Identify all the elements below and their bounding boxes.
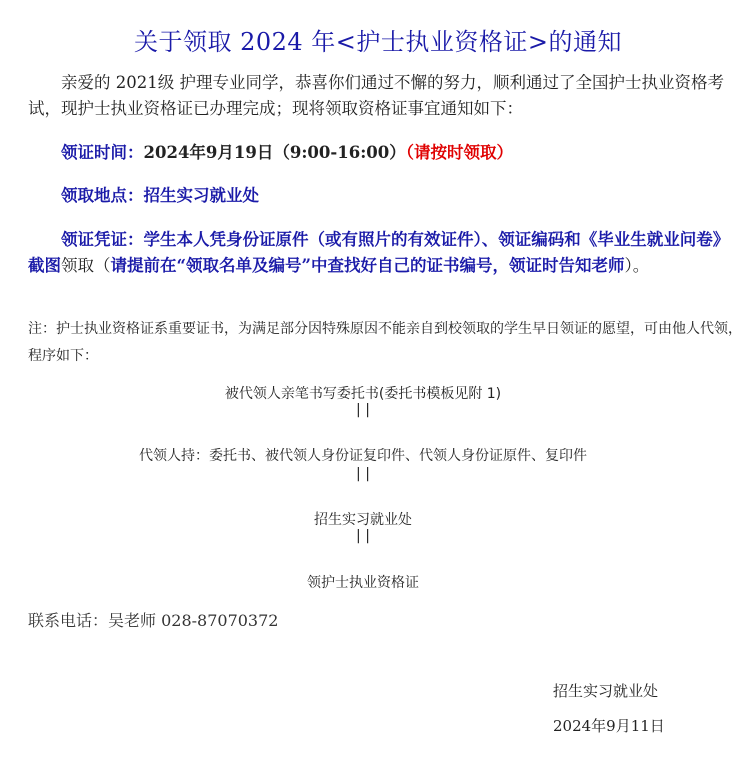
proxy-note: 注：护士执业资格证系重要证书，为满足部分因特殊原因不能亲自到校领取的学生早日领证的愿望，可由他人代领，程序如下： — [28, 321, 742, 364]
credentials-paragraph — [28, 227, 728, 279]
signature-date: 2024年9月11日 — [553, 717, 665, 735]
pickup-place-value: 招生实习就业处 — [143, 186, 259, 205]
pickup-time-line — [28, 140, 728, 166]
credentials-value: 学生本人凭身份证原件（或有照片的有效证件）、领证编码和《毕业生就业问卷》截图 — [28, 230, 721, 275]
credentials-tip: 请提前在“领取名单及编号”中查找好自己的证书编号，领证时告知老师 — [110, 256, 625, 275]
notice-title: 关于领取 2024 年<护士执业资格证>的通知 — [133, 28, 623, 56]
flow-connector-2: | | — [356, 466, 370, 482]
pickup-place-line — [28, 183, 728, 209]
pickup-time-value: 2024年9月19日（9:00-16:00） — [143, 143, 406, 162]
credentials-label: 领证凭证： — [61, 230, 144, 249]
credentials-end: ）。 — [624, 256, 650, 275]
flow-connector-1: | | — [356, 402, 370, 418]
pickup-place-label: 领取地点： — [61, 186, 144, 205]
intro-paragraph: 亲爱的 2021级 护理专业同学，恭喜你们通过不懈的努力，顺利通过了全国护士执业资格考试，现护士执业资格证已办理完成；现将领取资格证事宜通知如下： — [28, 73, 724, 118]
signature-office: 招生实习就业处 — [553, 682, 659, 700]
flow-step-1: 被代领人亲笔书写委托书(委托书模板见附 1) — [224, 386, 502, 402]
pickup-time-label: 领证时间： — [61, 143, 144, 162]
flow-connector-3: | | — [356, 528, 370, 544]
flow-step-2: 代领人持：委托书、被代领人身份证复印件、代领人身份证原件、复印件 — [139, 448, 587, 464]
credentials-mid: 领取（ — [61, 256, 111, 275]
flow-step-4: 领护士执业资格证 — [307, 575, 419, 591]
contact-phone: 联系电话：吴老师 028-87070372 — [28, 611, 279, 630]
flow-step-3: 招生实习就业处 — [314, 512, 412, 528]
pickup-time-reminder: （请按时领取） — [405, 143, 514, 162]
